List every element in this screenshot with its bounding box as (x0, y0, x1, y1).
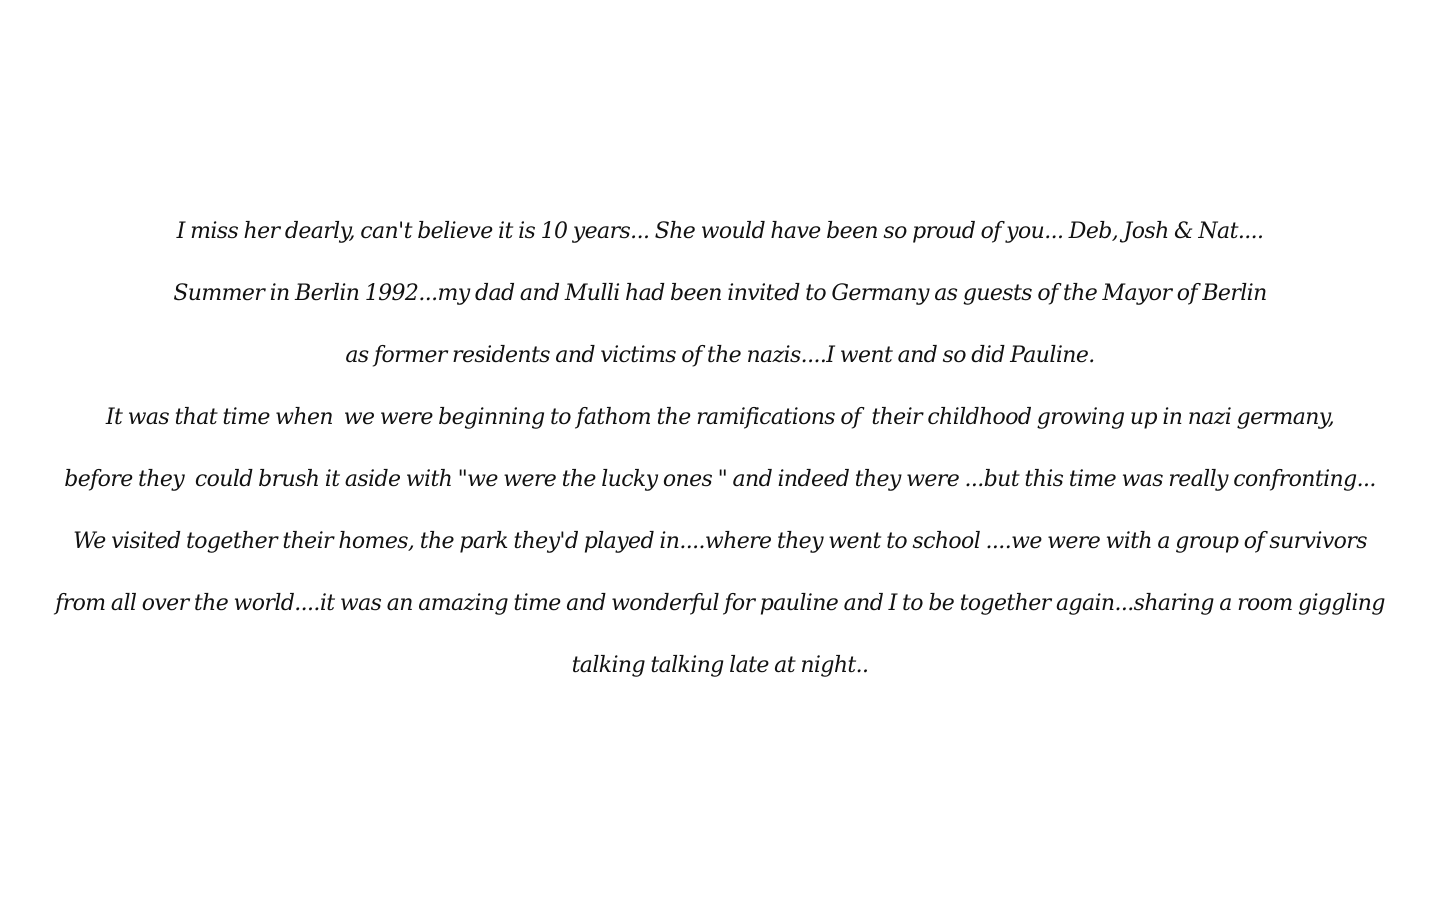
tribute-line-6: We visited together their homes, the park they'd played in....where they went to school ....we were with a group of survivors (73, 529, 1367, 554)
tribute-line-7: from all over the world....it was an amazing time and wonderful for pauline and I to be together again...sharing a room giggling (55, 591, 1385, 616)
tribute-line-2: Summer in Berlin 1992...my dad and Mulli had been invited to Germany as guests of the Mayor of Berlin (173, 281, 1267, 306)
tribute-line-3: as former residents and victims of the nazis....I went and so did Pauline. (345, 343, 1095, 368)
tribute-line-1: I miss her dearly, can't believe it is 10 years... She would have been so proud of you... Deb, Josh & Nat.... (176, 219, 1264, 244)
tribute-text (0, 201, 1440, 697)
tribute-line-4: It was that time when we were beginning to fathom the ramifications of their childhood growing up in nazi germany, (105, 405, 1335, 430)
tribute-line-5: before they could brush it aside with "we were the lucky ones " and indeed they were ...but this time was really confronting... (64, 467, 1376, 492)
tribute-line-8: talking talking late at night.. (571, 653, 869, 678)
